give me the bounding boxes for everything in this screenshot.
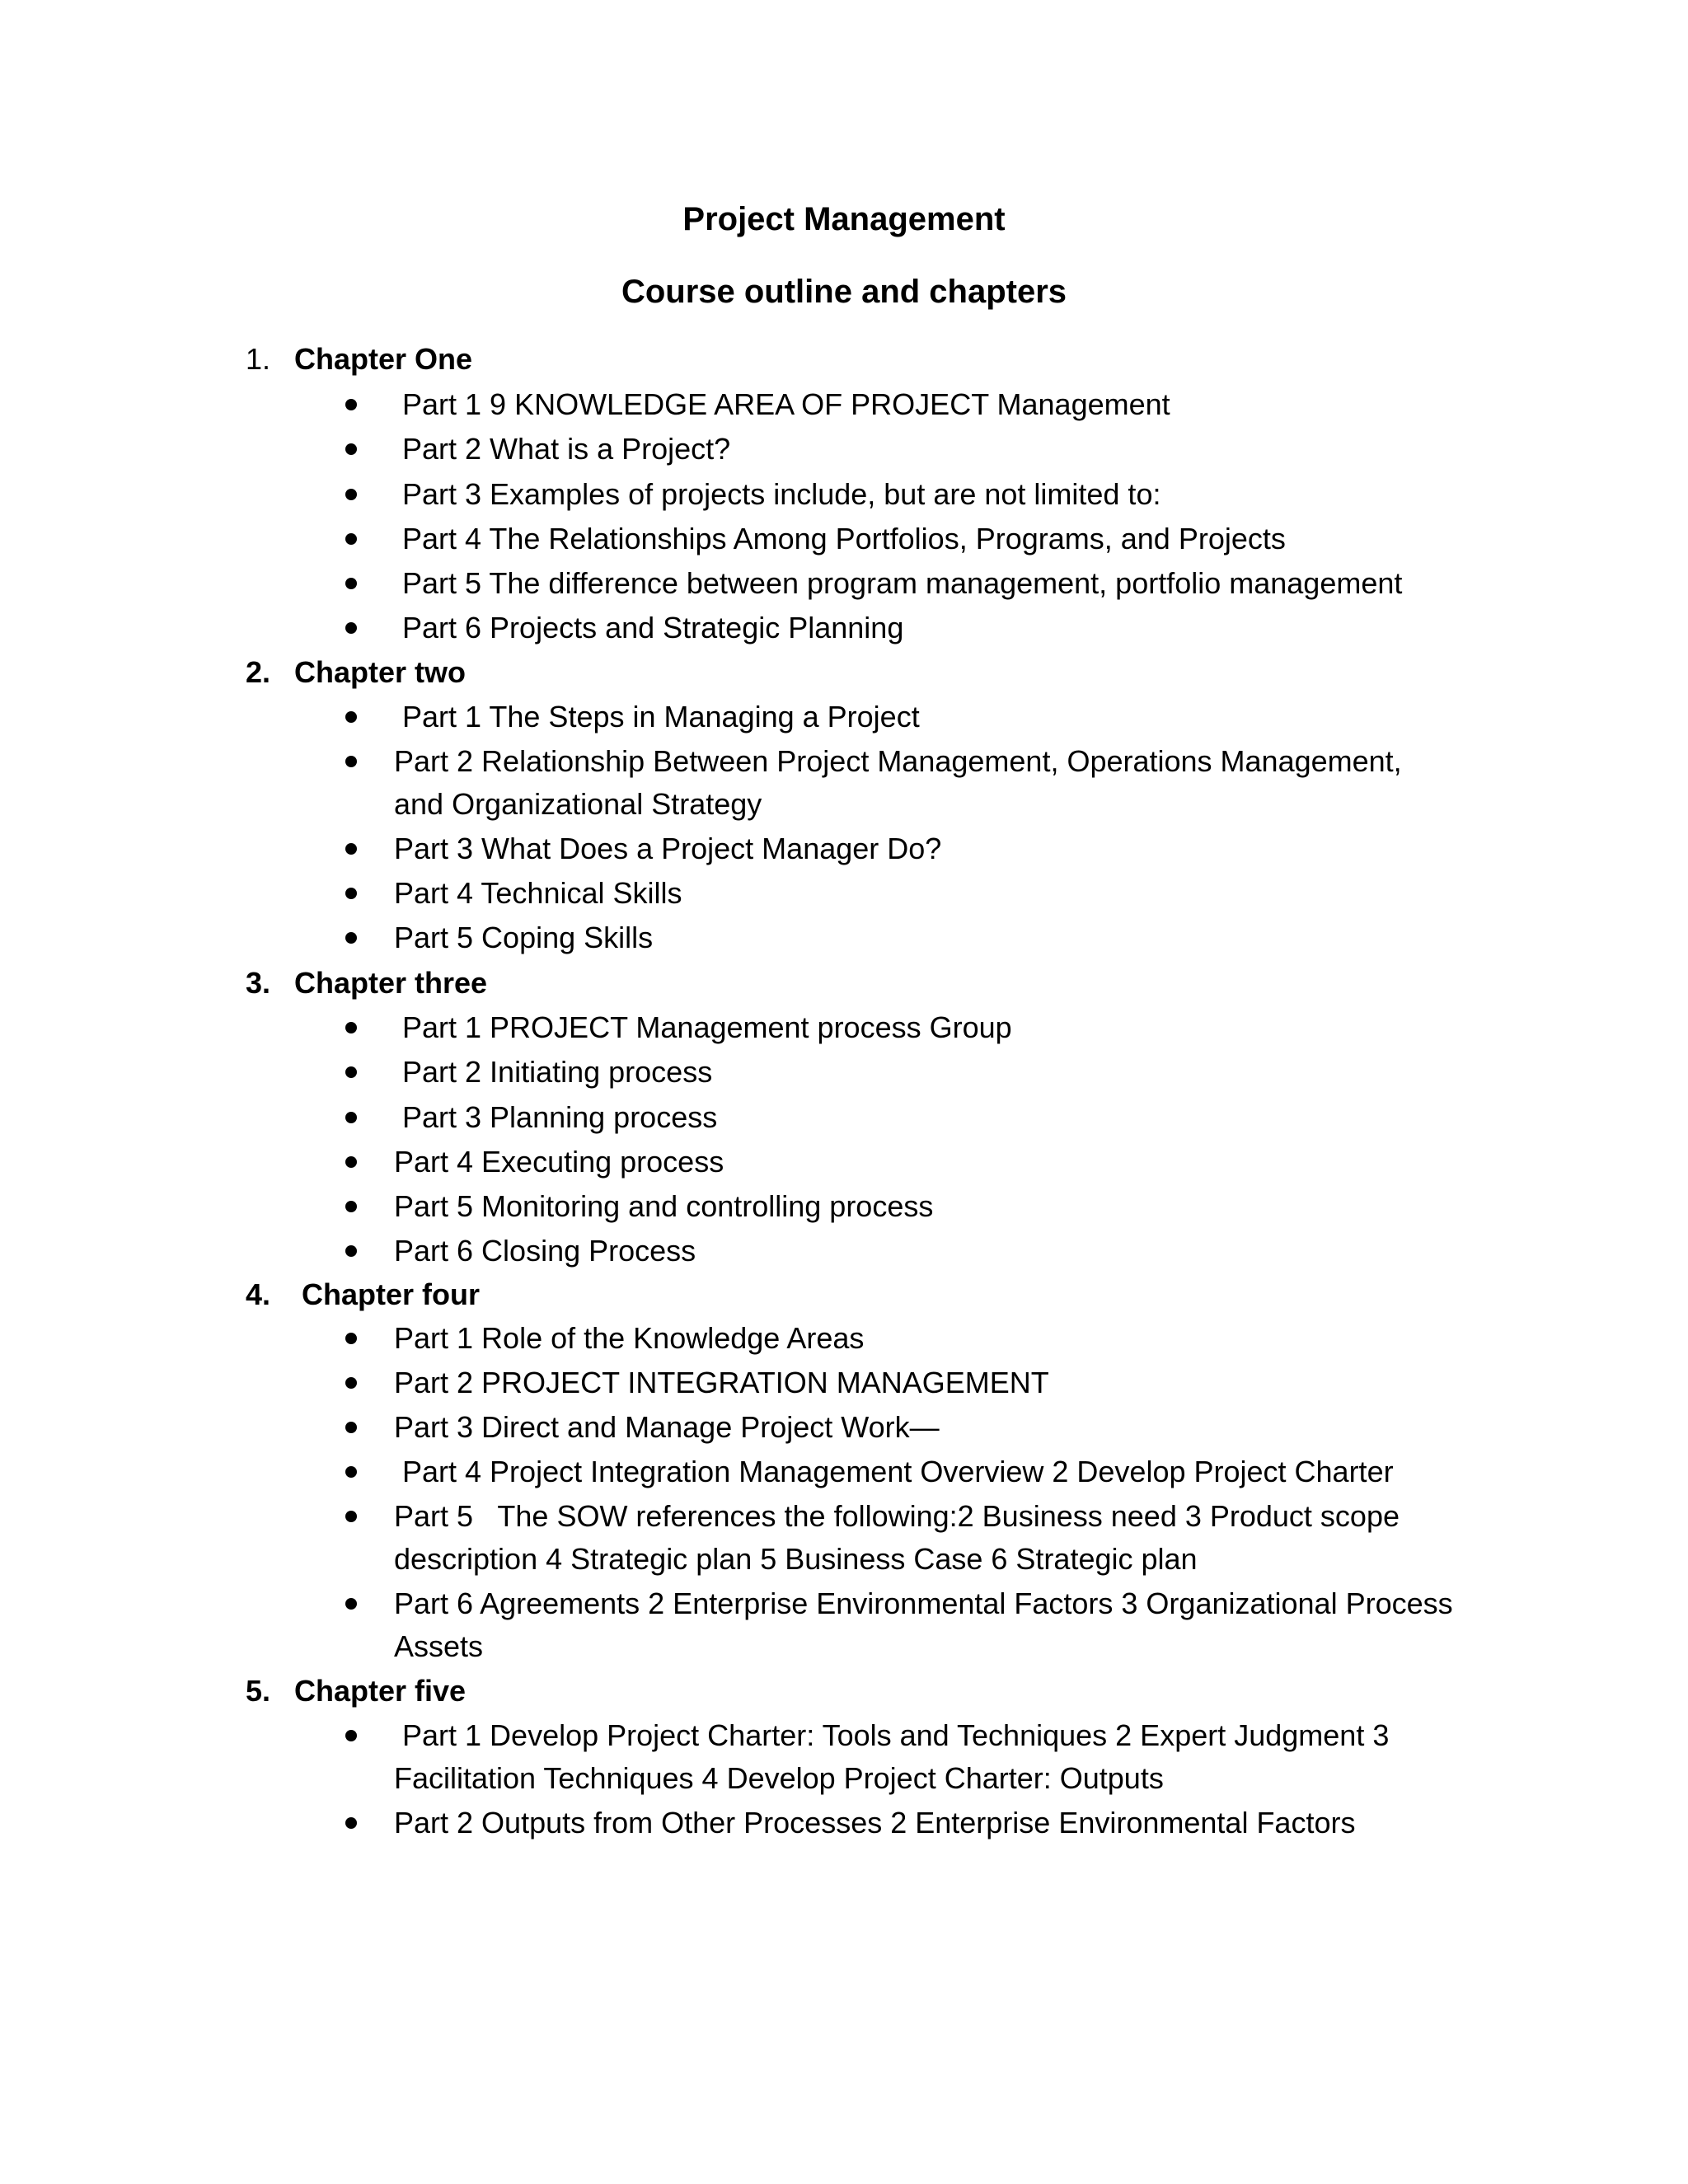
bullet-icon bbox=[345, 1184, 359, 1228]
chapter-number: 5. bbox=[246, 1674, 271, 1708]
bullet-icon bbox=[345, 382, 359, 426]
bullet-icon bbox=[345, 1140, 359, 1183]
bullet-icon bbox=[345, 1050, 359, 1094]
chapter-label: Chapter two bbox=[294, 655, 467, 689]
document-page: Project Management Course outline and chapters 1. Chapter One Part 1 9 KNOWLEDGE AREA OF PROJECT Management Part 2 What is a Project? Part 3 Examples of projects include, but are not limited to: Part 4 The Relationships Among Portfolios, Programs, and Projects Part 5 The difference between program management, portfolio management Part 6 Projects and Strategic Planning 2. Chapter two Part 1 The Steps in Managing a Project Part 2 Relationship Between Project Management, Operations Management, and Organizational Strategy Part 3 What Does a Project Manager Do? Part 4 Technical Skills Part 5 Coping Skills 3. Chapter three Part 1 PROJECT Management process Group Part 2 Initiating process Part 3 Planning process Part 4 Executing process Part 5 Monitoring and controlling process Part 6 Closing Process 4. Chapter four Part 1 Role of the Knowledge Areas Part 2 PROJECT INTEGRATION MANAGEMENT Part 3 Direct and Manage Project Work— Part 4 Project Integration Management Overview 2 Develop Project Charter Part 5 The SOW references the following:2 Business need 3 Product scope description 4 Strategic plan 5 Business Case 6 Strategic plan Part 6 Agreements 2 Enterprise Environmental Factors 3 Organizational Process Assets 5. Chapter five Part 1 Develop Project Charter: Tools and Techniques 2 Expert Judgment 3 Facilitation Techniques 4 Develop Project Charter: Outputs Part 2 Outputs from Other Processes 2 Enterprise Environmental Factors bbox=[0, 0, 1688, 2184]
bullet-icon bbox=[345, 1005, 359, 1049]
chapter-label: Chapter three bbox=[294, 966, 488, 1000]
document-subtitle: Course outline and chapters bbox=[621, 274, 1067, 310]
bullet-icon bbox=[345, 606, 359, 649]
chapter-label: Chapter One bbox=[294, 342, 473, 376]
bullet-icon bbox=[345, 1494, 359, 1538]
bullet-icon bbox=[345, 827, 359, 870]
bullet-icon bbox=[345, 1405, 359, 1449]
bullet-icon bbox=[345, 472, 359, 516]
bullet-icon bbox=[345, 871, 359, 915]
chapter-label: Chapter four bbox=[302, 1277, 480, 1311]
chapter-number: 4. bbox=[246, 1277, 271, 1311]
bullet-icon bbox=[345, 1450, 359, 1493]
chapter-number: 3. bbox=[246, 966, 271, 1000]
bullet-icon bbox=[345, 1095, 359, 1139]
bullet-icon bbox=[345, 695, 359, 738]
bullet-icon bbox=[345, 1801, 359, 1844]
bullet-icon bbox=[345, 1361, 359, 1404]
bullet-icon bbox=[345, 561, 359, 605]
chapter-number: 1. bbox=[246, 342, 271, 376]
bullet-icon bbox=[345, 916, 359, 959]
chapter-label: Chapter five bbox=[294, 1674, 467, 1708]
bullet-icon bbox=[345, 739, 359, 783]
chapter-number: 2. bbox=[246, 655, 271, 689]
document-title: Project Management bbox=[682, 201, 1006, 237]
bullet-icon bbox=[345, 1229, 359, 1272]
bullet-icon bbox=[345, 1713, 359, 1757]
bullet-icon bbox=[345, 1316, 359, 1360]
bullet-icon bbox=[345, 517, 359, 560]
bullet-icon bbox=[345, 1582, 359, 1625]
bullet-icon bbox=[345, 427, 359, 471]
